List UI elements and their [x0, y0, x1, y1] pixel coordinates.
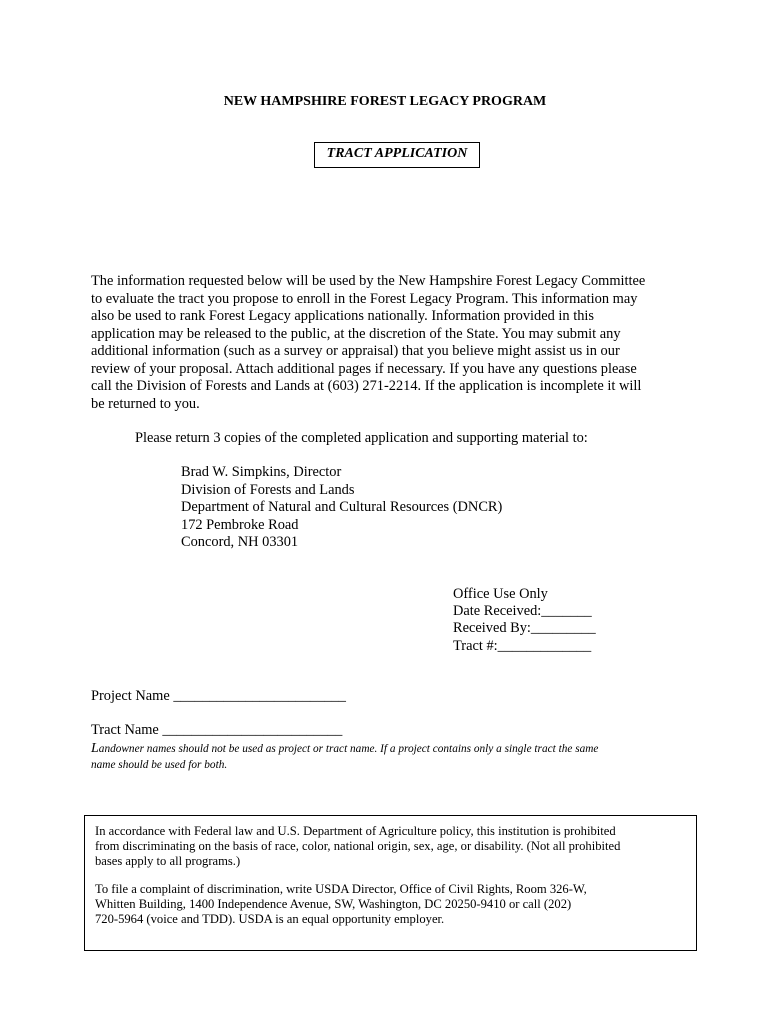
notice-line: To file a complaint of discrimination, write USDA Director, Office of Civil Rights, Room 326-W,: [95, 882, 587, 896]
address-line: Division of Forests and Lands: [181, 481, 355, 498]
return-instruction: Please return 3 copies of the completed application and supporting material to:: [135, 430, 588, 446]
notice-line: In accordance with Federal law and U.S. Department of Agriculture policy, this institution is prohibited: [95, 824, 616, 838]
form-subtitle: TRACT APPLICATION: [314, 142, 480, 168]
tract-name-field[interactable]: Tract Name _________________________: [91, 722, 343, 738]
notice-line: 720-5964 (voice and TDD). USDA is an equal opportunity employer.: [95, 912, 445, 926]
intro-line: also be used to rank Forest Legacy applications nationally. Information provided in this: [91, 308, 595, 324]
address-line: Brad W. Simpkins, Director: [181, 464, 342, 480]
date-received-field[interactable]: Date Received:_______: [453, 603, 592, 620]
page-title: NEW HAMPSHIRE FOREST LEGACY PROGRAM: [223, 94, 547, 109]
intro-line: be returned to you.: [91, 395, 200, 412]
address-line: Concord, NH 03301: [181, 534, 299, 551]
project-name-field[interactable]: Project Name ________________________: [91, 688, 347, 704]
address-line: Department of Natural and Cultural Resources (DNCR): [181, 499, 503, 516]
tract-number-field[interactable]: Tract #:_____________: [453, 637, 592, 654]
note-initial: L: [91, 741, 99, 756]
received-by-field[interactable]: Received By:_________: [453, 620, 596, 637]
office-use-heading: Office Use Only: [453, 586, 548, 602]
intro-line: additional information (such as a survey or appraisal) that you believe might assist us in our: [91, 343, 620, 359]
notice-paragraph: [95, 824, 686, 869]
mailing-address: [181, 464, 502, 552]
intro-line: call the Division of Forests and Lands at (603) 271-2214. If the application is incomplete it will: [91, 378, 642, 394]
intro-paragraph: [91, 273, 681, 413]
note-text: andowner names should not be used as project or tract name. If a project contains only a single tract the same: [98, 743, 599, 755]
notice-line: from discriminating on the basis of race, color, national origin, sex, age, or disability. (Not all prohibited: [95, 839, 621, 853]
notice-line: bases apply to all programs.): [95, 854, 241, 868]
office-use-block: [453, 586, 596, 655]
address-line: 172 Pembroke Road: [181, 516, 299, 533]
notice-line: Whitten Building, 1400 Independence Avenue, SW, Washington, DC 20250-9410 or call (202): [95, 897, 572, 911]
note-text-line2: name should be used for both.: [91, 758, 228, 771]
intro-line: application may be released to the public, at the discretion of the State. You may submit any: [91, 325, 621, 342]
intro-line: to evaluate the tract you propose to enroll in the Forest Legacy Program. This information may: [91, 290, 638, 307]
complaint-paragraph: [95, 882, 686, 927]
intro-line: The information requested below will be used by the New Hampshire Forest Legacy Committee: [91, 273, 646, 289]
intro-line: review of your proposal. Attach additional pages if necessary. If you have any questions please: [91, 360, 637, 377]
naming-note: [91, 741, 691, 773]
nondiscrimination-notice: [84, 815, 697, 951]
